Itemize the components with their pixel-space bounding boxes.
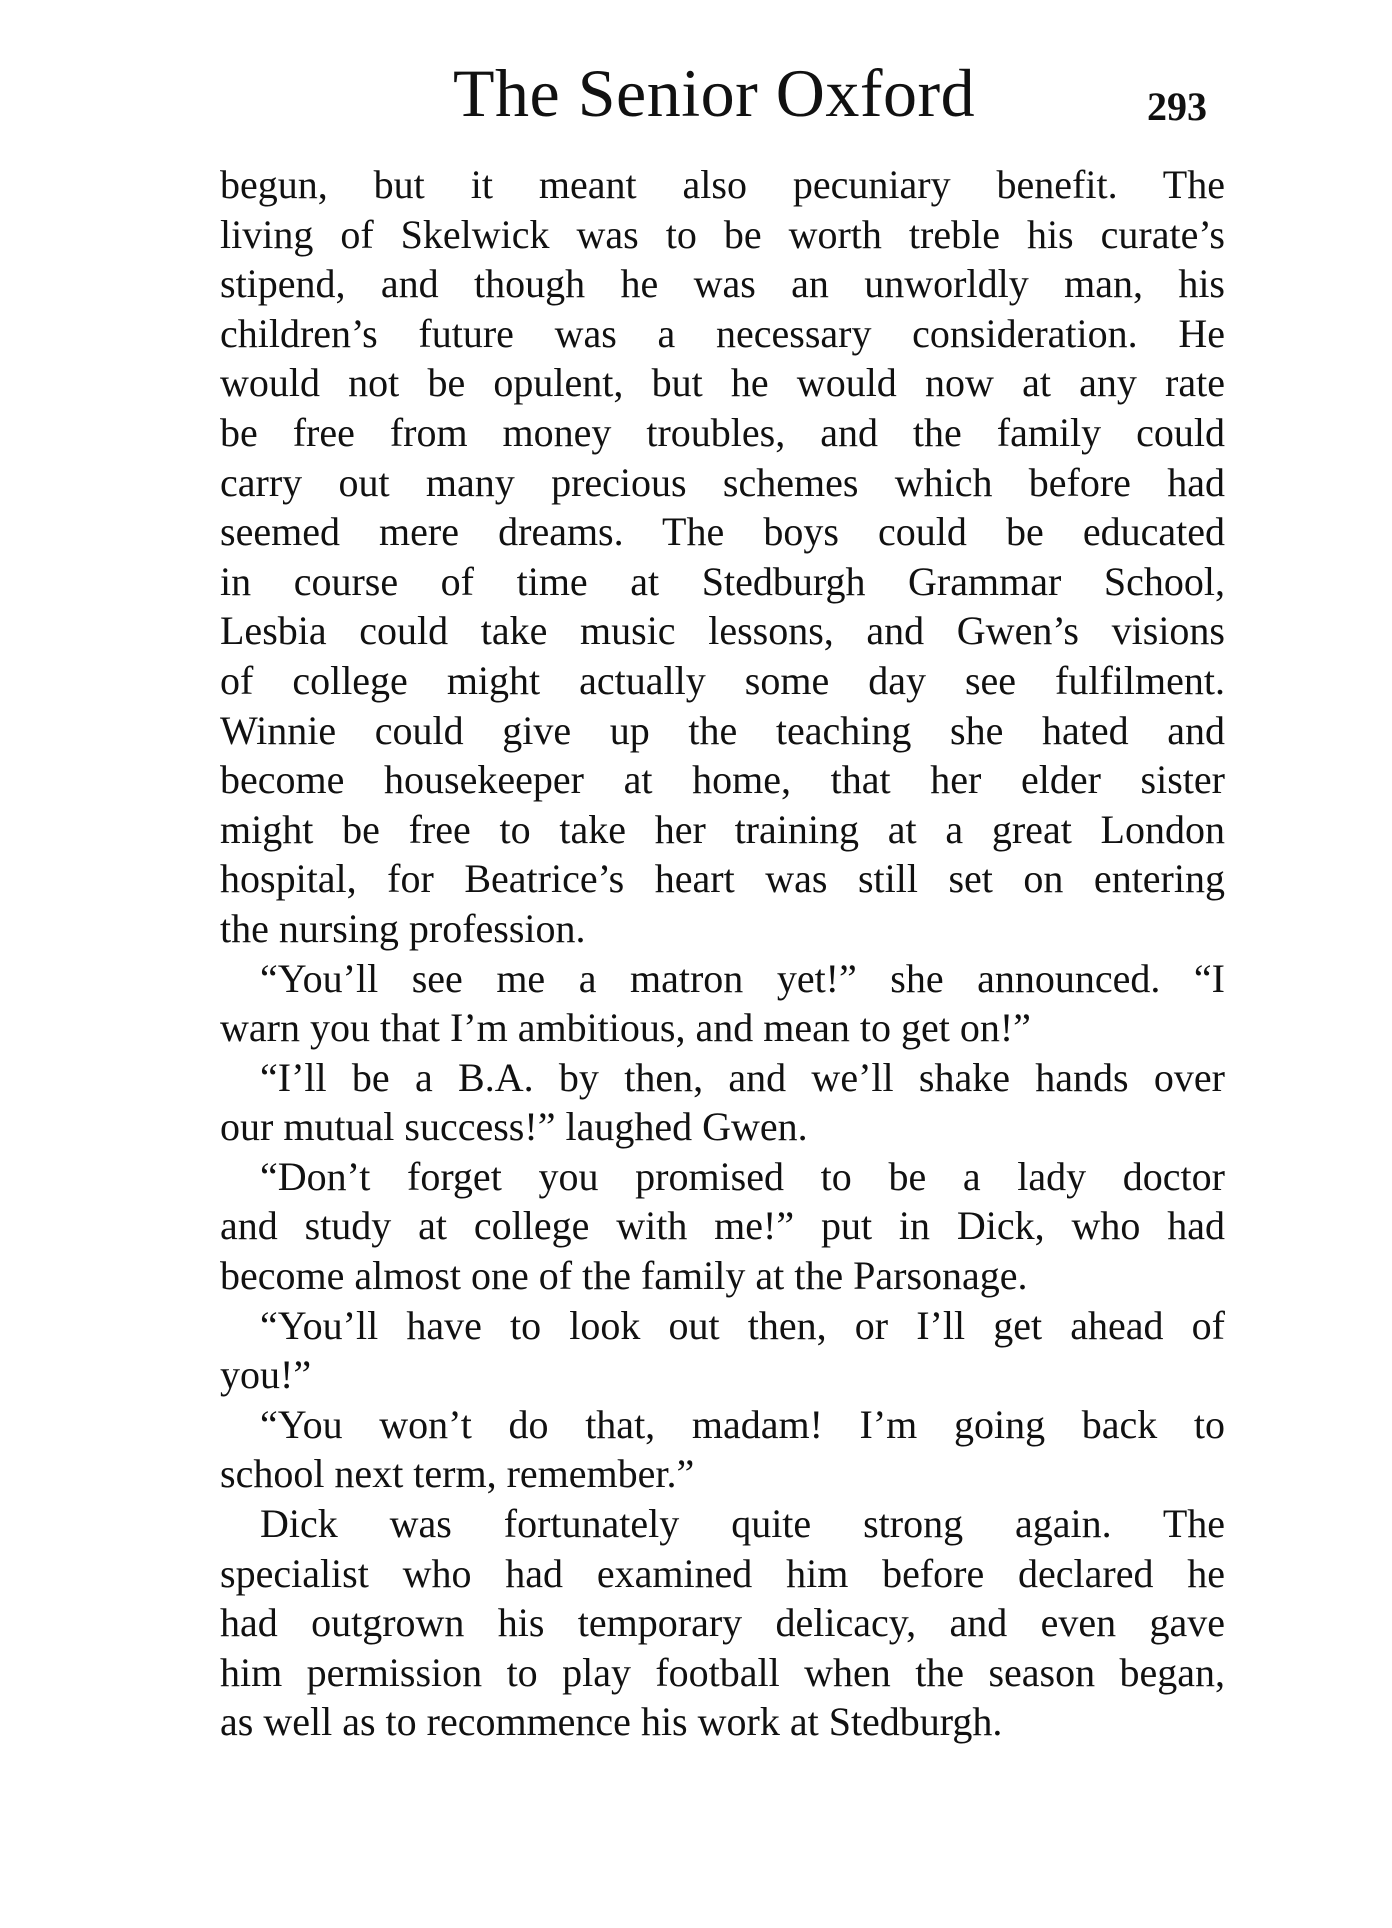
text-line: Dick was fortunately quite strong again. The [260, 1501, 1225, 1547]
text-line: become almost one of the family at the Parsonage. [220, 1253, 1028, 1299]
text-line: “Don’t forget you promised to be a lady doctor [260, 1153, 1225, 1199]
text-line: warn you that I’m ambitious, and mean to get on!” [220, 1005, 1031, 1051]
text-line: living of Skelwick was to be worth treble his curate’s [220, 211, 1225, 257]
page-number: 293 [1147, 84, 1207, 129]
text-line: “I’ll be a B.A. by then, and we’ll shake hands over [260, 1054, 1225, 1100]
text-line: in course of time at Stedburgh Grammar School, [220, 558, 1225, 604]
text-line: hospital, for Beatrice’s heart was still set on entering [220, 856, 1225, 902]
text-line: carry out many precious schemes which before had [220, 459, 1225, 505]
text-line: might be free to take her training at a great London [220, 806, 1225, 852]
text-line: as well as to recommence his work at Stedburgh. [220, 1699, 1003, 1745]
text-line: “You’ll see me a matron yet!” she announced. “I [260, 955, 1225, 1001]
text-line: of college might actually some day see fulfilment. [220, 657, 1225, 703]
text-line: him permission to play football when the season began, [220, 1649, 1225, 1695]
text-line: “You’ll have to look out then, or I’ll get ahead of [260, 1302, 1225, 1348]
text-line: children’s future was a necessary consideration. He [220, 310, 1225, 356]
text-line: specialist who had examined him before declared he [220, 1550, 1225, 1596]
text-line: our mutual success!” laughed Gwen. [220, 1104, 808, 1150]
text-line: Winnie could give up the teaching she hated and [220, 707, 1225, 753]
running-title: The Senior Oxford [453, 55, 976, 131]
text-line: seemed mere dreams. The boys could be educated [220, 509, 1225, 555]
text-line: Lesbia could take music lessons, and Gwen’s visions [220, 608, 1225, 654]
text-line: be free from money troubles, and the family could [220, 409, 1225, 455]
text-line: “You won’t do that, madam! I’m going back to [260, 1401, 1225, 1447]
text-line: had outgrown his temporary delicacy, and even gave [220, 1600, 1225, 1646]
text-line: you!” [220, 1352, 312, 1398]
text-line: begun, but it meant also pecuniary benefit. The [220, 162, 1225, 207]
running-head [0, 48, 1392, 138]
text-line: the nursing profession. [220, 905, 586, 951]
text-line: become housekeeper at home, that her elder sister [220, 757, 1225, 803]
text-line: school next term, remember.” [220, 1451, 695, 1497]
text-line: and study at college with me!” put in Dick, who had [220, 1203, 1225, 1249]
text-line: would not be opulent, but he would now at any rate [220, 360, 1225, 406]
text-line: stipend, and though he was an unworldly man, his [220, 261, 1225, 307]
body-text [220, 160, 1225, 1747]
